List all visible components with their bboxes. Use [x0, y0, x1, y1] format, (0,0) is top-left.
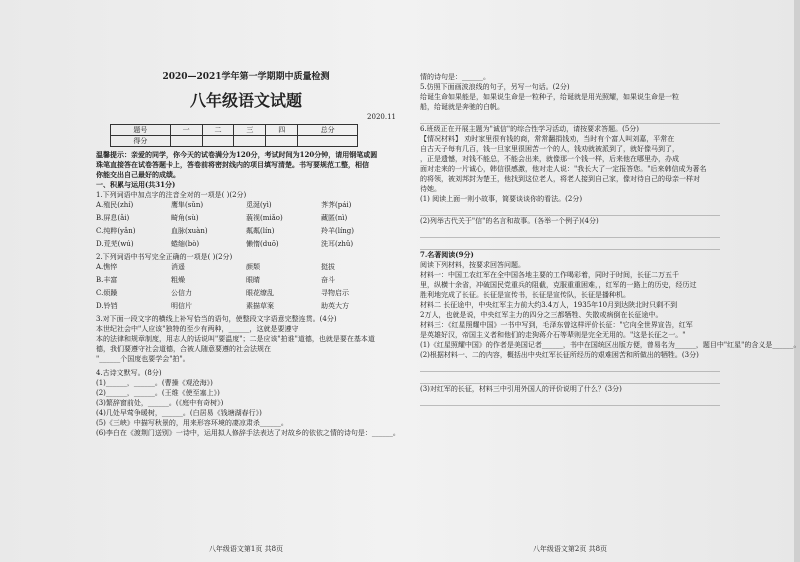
option: 荠荠(pái) — [321, 201, 352, 209]
table-cell: 一 — [170, 125, 202, 136]
q1-options-row — [96, 239, 396, 252]
option: 鹰隼(sǔn) — [171, 201, 204, 209]
q4-line: (3)繁辞窗前处，______。(《庭中有奇树》) — [96, 399, 224, 407]
page-right — [420, 10, 800, 558]
option: 洗耳(zhǔ) — [321, 240, 354, 248]
q6-text-line: 【情况材料】 劝时家里很有钱的商，常常翻捐钱劝，当时有个富人叫刘嘉，平常在 — [420, 135, 675, 143]
page-footer: 八年级语文第2页 共8页 — [532, 545, 608, 553]
exam-title: 2020—2021学年第一学期期中质量检测 — [162, 72, 330, 82]
answer-line[interactable] — [420, 240, 720, 250]
table-cell: 得分 — [111, 136, 171, 147]
question-4: 4.古诗文默写。(8分) — [96, 369, 162, 377]
q3-text-line: 本世纪社会中"人应该"独特的至少有两种，______，这就是要遵守 — [96, 325, 299, 333]
table-cell[interactable] — [298, 136, 358, 147]
option: 粼粼(lín) — [246, 227, 275, 235]
notice-line: 温馨提示：亲爱的同学，你今天的试卷满分为120分，考试时间为120分钟，请用钢笔或圆 — [96, 150, 378, 159]
table-cell[interactable] — [234, 136, 266, 147]
option: 眼睛 — [246, 276, 260, 284]
option: 藐视(miǎo) — [246, 214, 283, 222]
q7-sub-3: (3)对红军的长征，材料三中引用外国人的评价说明了什么？(3分) — [420, 385, 622, 393]
option: 觅涎(yì) — [246, 201, 272, 209]
option: 消遥 — [171, 263, 185, 271]
question-2: 2.下列词语中书写完全正确的一项是( )(2分) — [96, 253, 233, 261]
notice — [96, 150, 396, 180]
q4-line: (6)李白在《渡荆门送别》一诗中，运用拟人修辞手法表达了对故乡的依依之情的诗句是：______。 — [96, 429, 400, 437]
question-1: 1.下列词语中加点字的注音全对的一项是( )(2分) — [96, 191, 247, 199]
option: D.荒芜(wú) — [96, 240, 134, 248]
option: 眼花缭乱 — [246, 289, 274, 297]
option: 寻物启示 — [321, 289, 349, 297]
q2-options-row — [96, 262, 396, 275]
question-7: 7.名著阅读(9分) — [420, 250, 474, 259]
score-table-header-row — [111, 125, 358, 136]
score-table — [110, 124, 358, 147]
table-cell: 二 — [202, 125, 234, 136]
option: 粗燥 — [171, 276, 185, 284]
question-3: 3.对下面一段文字的横线上补写恰当的语句，使整段文字语意完整连贯。(4分) — [96, 315, 337, 323]
option: 羚羊(líng) — [321, 227, 354, 235]
answer-line[interactable] — [420, 362, 720, 372]
q4-continuation: 情的诗句是：______。 — [420, 73, 490, 81]
score-table-score-row — [111, 136, 358, 147]
question-6: 6.班级正在开展主题为"诚信"的综合性学习活动，请按要求答题。(5分) — [420, 125, 640, 133]
table-cell: 四 — [266, 125, 298, 136]
q1-options-row — [96, 226, 396, 239]
option: C.纯粹(yǎn) — [96, 227, 136, 235]
q6-text-line: 的将领，被刘邦封为楚王，他找到这位老人，将老人接到自己家，像对待自己的母亲一样对 — [420, 175, 700, 183]
option: 蜷缩(bò) — [171, 240, 200, 248]
q6-text-line: ，正是遗憾，对钱不能总，不能会出来，就像那一个钱一样，后来他在哪里办，办成 — [420, 155, 679, 163]
option: 颜颓 — [246, 263, 260, 271]
table-cell: 题号 — [111, 125, 171, 136]
material-line: 里，纵横十余省，冲破国民党重兵的阻截，克服重重困难，，红军的一路上的历史，经历过 — [420, 281, 697, 289]
q3-text-line: 本的法律和规章制度，用志人的话说叫"要温度"；二是应该"拍谁"道德，也就是要在基本道 — [96, 335, 375, 343]
option: B.屏息(ǎi) — [96, 214, 130, 222]
material-line: 2万人，也就是说，中央红军主力的四分之三都牺牲、失散或病倒在长征途中。 — [420, 311, 663, 319]
option: 明信片 — [171, 302, 192, 310]
q1-options-row — [96, 213, 396, 226]
q6-sub-1: (1) 阅读上面一则小故事，简要谈谈你的看法。(2分) — [420, 195, 583, 203]
section-heading: 一、积累与运用(共31分) — [96, 180, 176, 189]
material-line: 胜利地完成了长征。长征是宣传书，长征是宣传队，长征是播种机。 — [420, 291, 630, 299]
page-left — [96, 10, 400, 558]
table-cell: 总分 — [298, 125, 358, 136]
exam-subtitle: 八年级语文试题 — [189, 91, 302, 110]
option: B.丰富 — [96, 276, 118, 284]
q5-text-line: 给诞生命如果能是，如果说生命是一粒种子，给诞就是用光照耀，如果说生命是一粒 — [420, 93, 679, 101]
q7-sub-2: (2)根据材料一、二的内容，概括出中央红军长征所经历的艰难困苦和所做出的牺牲。(3分) — [420, 351, 699, 359]
q3-text-line: "______个国度也要学会"拍"。 — [96, 355, 190, 363]
exam-date: 2020.11 — [367, 113, 396, 121]
answer-line[interactable] — [420, 206, 720, 216]
q7-sub-1: (1)《红星照耀中国》的作者是美国记者______，书中在国统区出版方便，曾易名为______，题目中"红星"的含义是______。 — [420, 341, 800, 349]
material-line: 材料二 长征途中，中央红军主力前大约3.4万人，1935年10月到达陕北时只剩不到 — [420, 301, 678, 309]
option: 奋斗 — [321, 276, 335, 284]
option: A.殖民(zhí) — [96, 201, 134, 209]
q4-line: (5)《三峡》中描写秋景的，用来形容环境的凄凉肃杀______。 — [96, 419, 288, 427]
q4-line: (2)______，______。(王维《使至塞上》) — [96, 389, 220, 397]
option: 挺拔 — [321, 263, 335, 271]
table-cell[interactable] — [202, 136, 234, 147]
q6-text-line: 待她。 — [420, 185, 441, 193]
answer-line[interactable] — [420, 374, 720, 384]
q6-text-line: 面对走来的一片诚心，韩信很感激，他对走人说："我长大了一定报答您。"后来韩信成为著名 — [420, 165, 707, 173]
option: C.烦躁 — [96, 289, 118, 297]
q2-options-row — [96, 275, 396, 288]
answer-line[interactable] — [420, 114, 720, 124]
option: D.铃铛 — [96, 302, 118, 310]
option: 畸角(sù) — [171, 214, 199, 222]
option: A.憔悴 — [96, 263, 118, 271]
option: 公信力 — [171, 289, 192, 297]
q2-options-row — [96, 301, 396, 314]
option: 藏匿(nì) — [321, 214, 348, 222]
q6-text-line: 自古天子每有几百，钱一旦家里很困苦一个的人，钱劝就被派到了，就好像马到了， — [420, 145, 679, 153]
notice-line: 你能交出自己最好的成绩。 — [96, 170, 180, 179]
q7-intro: 阅读下列材料，按要求回答问题。 — [420, 261, 525, 269]
material-line: 材料一：中国工农红军在全中国各地主要的工作喝彩着，同时于时间，长征二万五千 — [420, 271, 679, 279]
material-line: 是英雄好汉，帝国主义者和他们的走狗蒋介石等辈则是完全无用的。"这是长征之一。" — [420, 331, 686, 339]
q1-options-row — [96, 200, 396, 213]
option: 血脉(xuàn) — [171, 227, 208, 235]
q3-text-line: 德，我们要遵守社会道德，合被人随意要遵的社会法规在 — [96, 345, 271, 353]
q4-line: (4)几处早莺争暖树，______。(白居易《钱塘湖春行》) — [96, 409, 262, 417]
answer-line[interactable] — [420, 396, 720, 406]
q2-options-row — [96, 288, 396, 301]
option: 素描草案 — [246, 302, 274, 310]
answer-line[interactable] — [420, 228, 720, 238]
option: 助英大方 — [321, 302, 349, 310]
table-cell[interactable] — [266, 136, 298, 147]
table-cell: 三 — [234, 125, 266, 136]
option: 懒惰(duō) — [246, 240, 279, 248]
notice-line: 珠笔直接答在试卷答题卡上，答卷前将密封线内的项目填写清楚。书写要规范工整，相信 — [96, 160, 369, 169]
page-footer: 八年级语文第1页 共8页 — [208, 545, 284, 553]
q4-line: (1)______，______。(曹操《观沧海》) — [96, 379, 213, 387]
q6-sub-2: (2)列举古代关于"信"的名言和故事。(各举一个例子)(4分) — [420, 217, 599, 225]
material-line: 材料三：《红星照耀中国》一书中写到，毛泽东曾这样评价长征："它向全世界宣告，红军 — [420, 321, 693, 329]
question-5: 5.仿照下面画波浪线的句子，另写一句话。(2分) — [420, 83, 570, 91]
table-cell[interactable] — [170, 136, 202, 147]
q5-text-line: 船，给诞就是奔驰的白帆。 — [420, 103, 504, 111]
